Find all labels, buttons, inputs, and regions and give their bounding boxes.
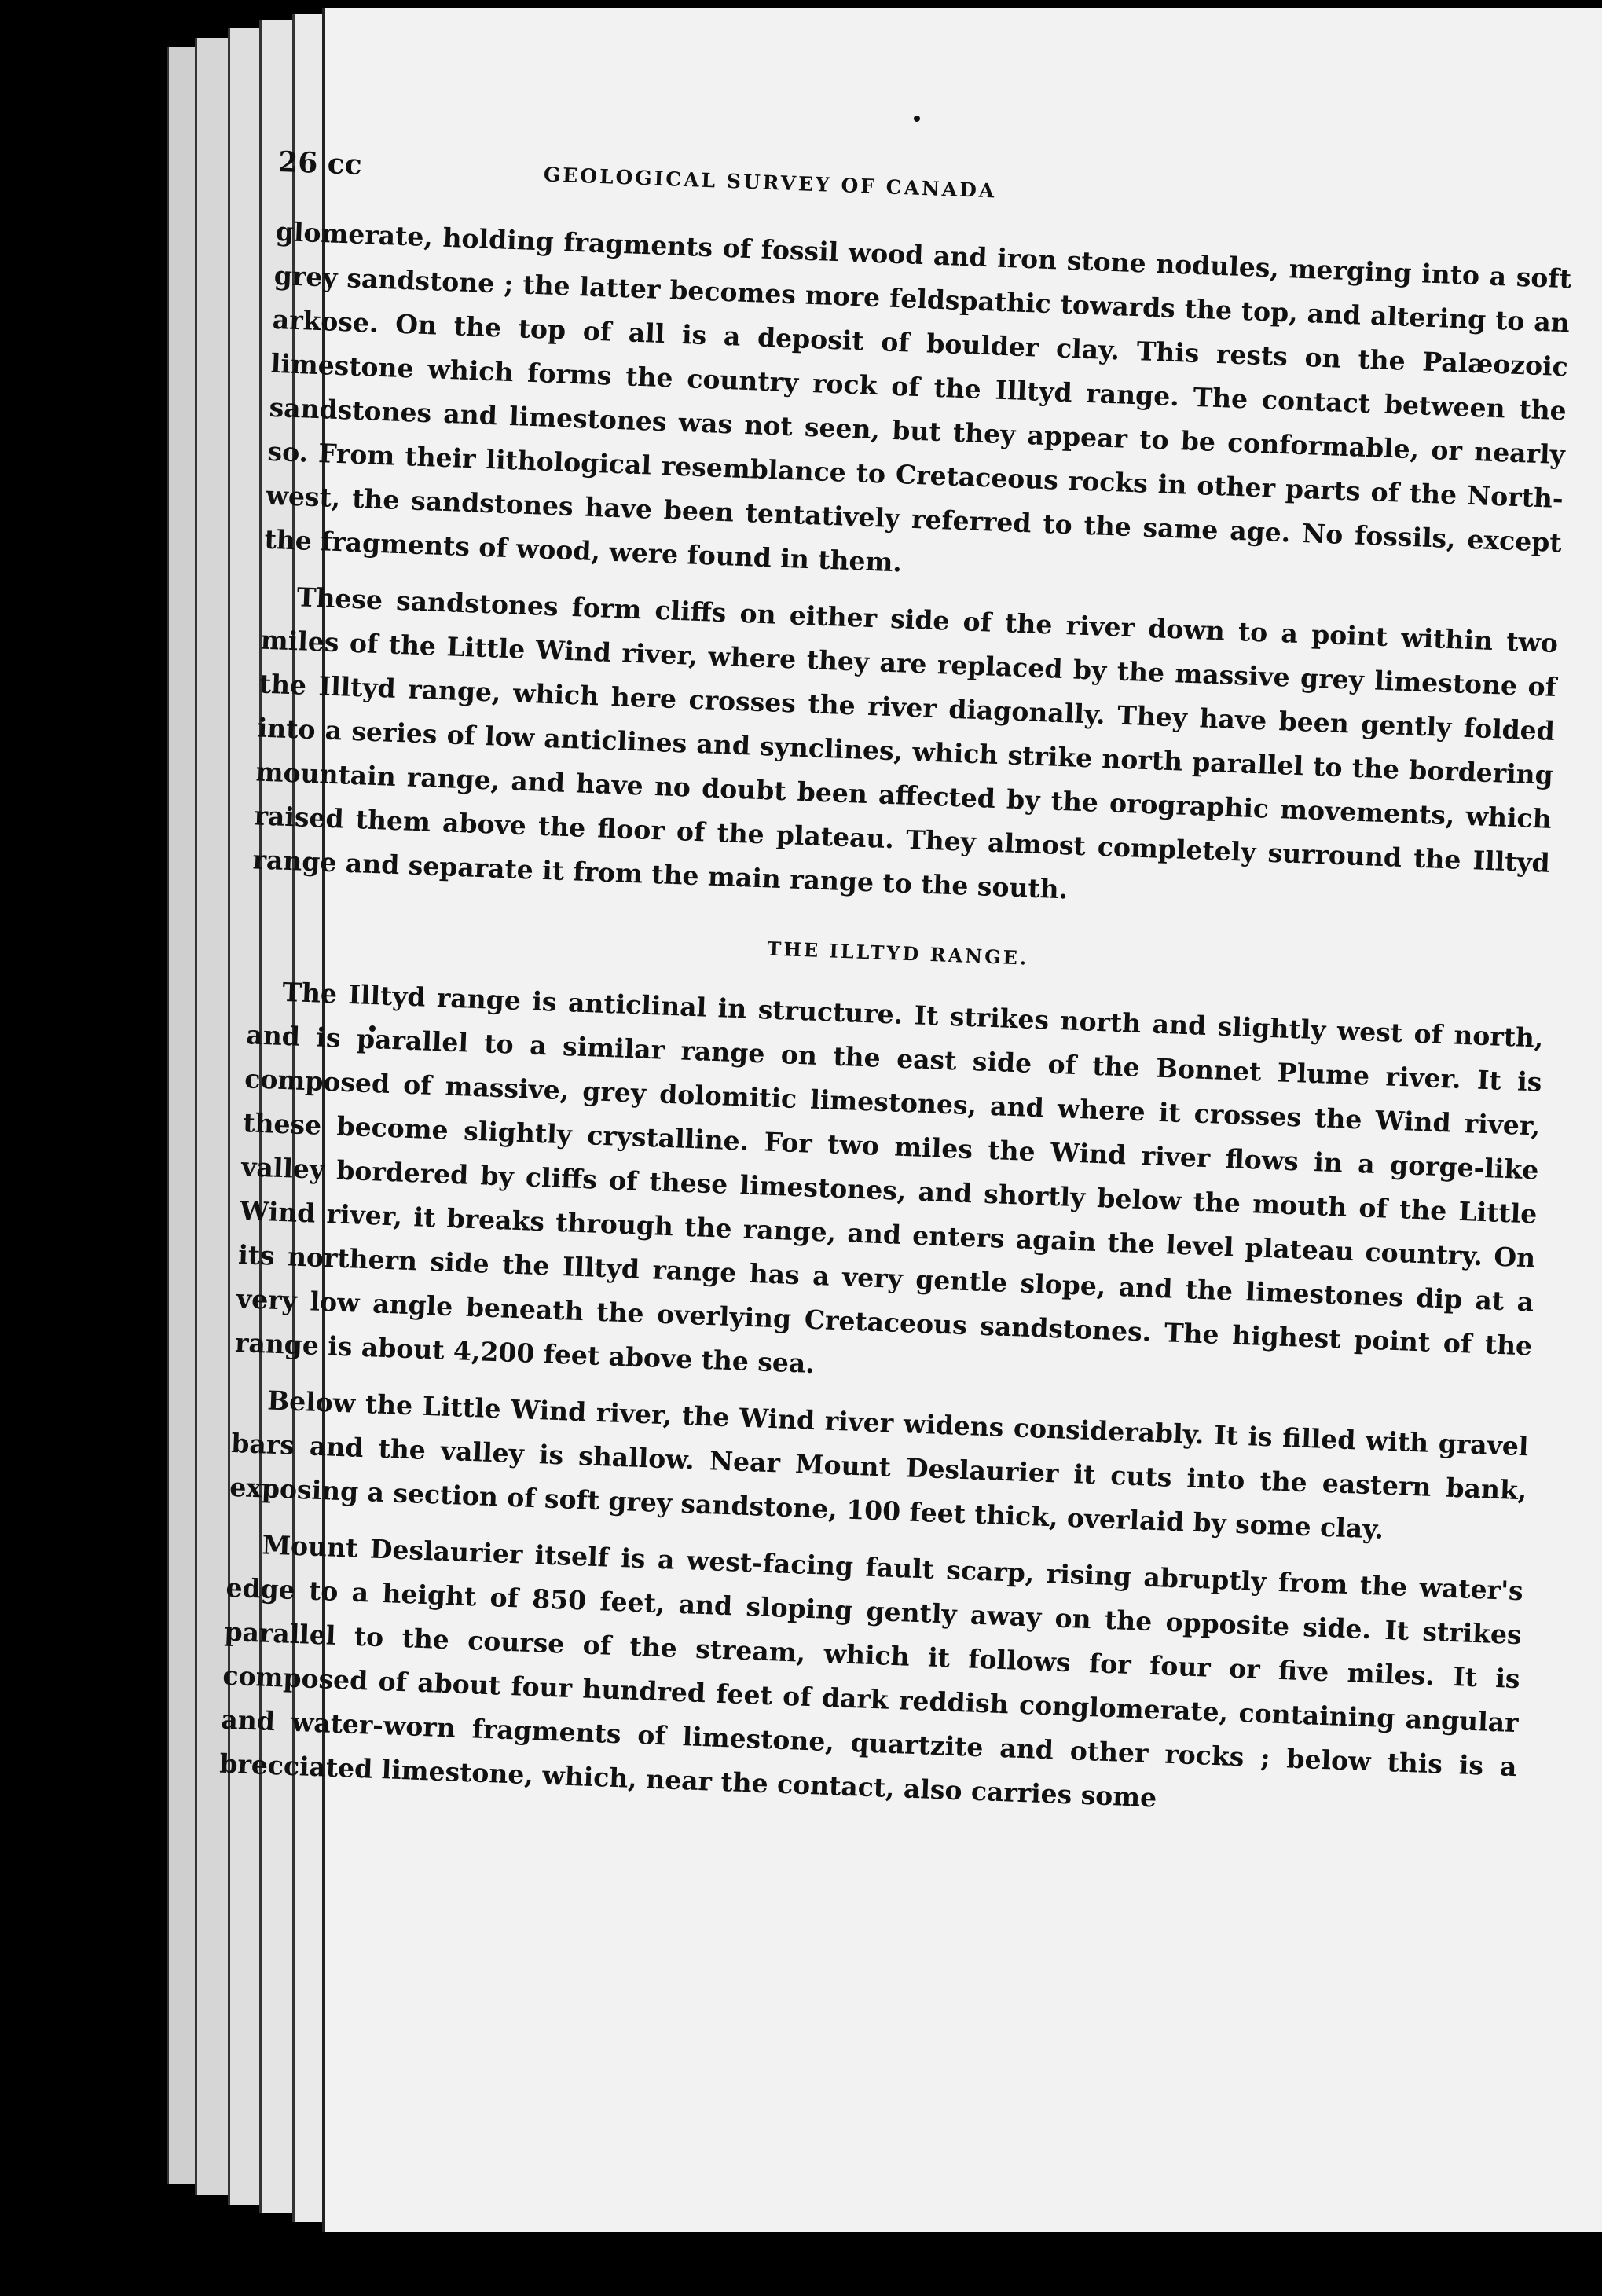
paragraph: The Illtyd range is anticlinal in structure. It strikes north and slightly west of north, and is parallel to a similar range on the east side of the Bonnet Plume river. It is composed of massive, grey dolomitic limestones, and where it crosses the Wind river, these become slightly crystalline. For two miles the Wind river flows in a gorge-like valley bordered by cliffs of these limestones, and shortly below the mouth of the Little Wind river, it breaks through the range, and enters again the level plateau country. On its northern side the Illtyd range has a very gentle slope, and the limestones dip at a very low angle beneath the overlying Cretaceous sandstones. The highest point of the range is about 4,200 feet above the sea. <box>234 976 1545 1380</box>
ink-speck <box>914 116 920 122</box>
page-number: 26 cc <box>277 145 363 182</box>
paragraph: Below the Little Wind river, the Wind river widens considerably. It is filled with gravel bars and the valley is shallow. Near Mount Deslaurier it cuts into the eastern bank, exposing a section of soft grey sandstone, 100 feet thick, overlaid by some clay. <box>229 1385 1530 1545</box>
paragraph: These sandstones form cliffs on either side of the river down to a point within two miles of the Little Wind river, where they are replaced by the massive grey limestone of the Illtyd range, which here crosses the river diagonally. They have been gently folded into a series of low anticlines and synclines, which strike north parallel to the bordering mountain range, and have no doubt been affected by the orographic movements, which raised them above the floor of the plateau. They almost completely surround the Illtyd range and separate it from the main range to the south. <box>251 581 1559 905</box>
paragraph: Mount Deslaurier itself is a west-facing fault scarp, rising abruptly from the water's edge to a height of 850 feet, and sloping gently away on the opposite side. It strikes parallel to the course of the stream, which it follows for four or five miles. It is composed of about four hundred feet of dark reddish conglomerate, containing angular and water-worn fragments of limestone, quartzite and other rocks ; below this is a brecciated limestone, which, near the contact, also carries some <box>218 1529 1524 1814</box>
section-heading: THE ILLTYD RANGE. <box>766 937 1029 970</box>
page-content <box>218 145 1575 1846</box>
running-title: GEOLOGICAL SURVEY OF CANADA <box>543 163 997 203</box>
paragraph: glomerate, holding fragments of fossil wood and iron stone nodules, merging into a soft grey sandstone ; the latter becomes more feldspathic towards the top, and altering to an arkose. On the top of all is a deposit of boulder clay. This rests on the Palæozoic limestone which forms the country rock of the Illtyd range. The contact between the sandstones and limestones was not seen, but they appear to be conformable, or nearly so. From their lithological resemblance to Cretaceous rocks in other parts of the North-west, the sandstones have been tentatively referred to the same age. No fossils, except the fragments of wood, were found in them. <box>263 215 1572 578</box>
